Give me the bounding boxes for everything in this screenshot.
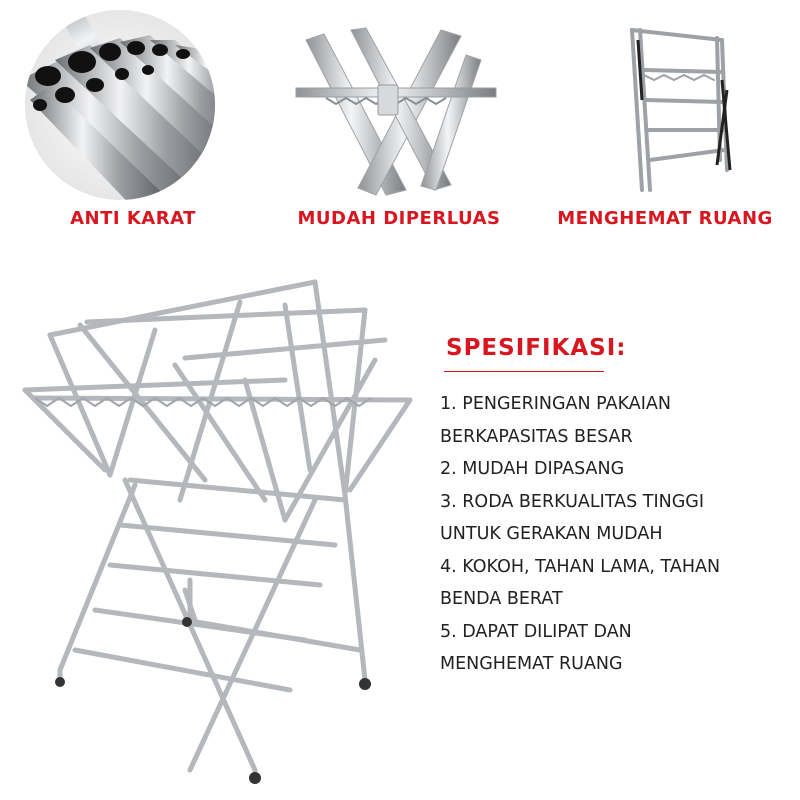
spec-line: 5. DAPAT DILIPAT DAN (440, 621, 632, 642)
spec-line: 3. RODA BERKUALITAS TINGGI (440, 491, 705, 512)
feature-mudah-diperluas (266, 0, 532, 240)
spec-line: BENDA BERAT (440, 589, 563, 609)
feature-label: MUDAH DIPERLUAS (297, 208, 501, 229)
steel-tubes-image (0, 0, 266, 200)
clothes-drying-rack-image (15, 270, 425, 790)
spec-divider (444, 371, 604, 372)
spec-line: 4. KOKOH, TAHAN LAMA, TAHAN (440, 556, 721, 577)
expandable-joint-image (266, 0, 532, 200)
folded-rack-image (532, 0, 798, 200)
spec-line: 1. PENGERINGAN PAKAIAN (440, 394, 671, 414)
spec-list (440, 388, 790, 681)
spec-line: 2. MUDAH DIPASANG (440, 459, 625, 479)
spec-line: UNTUK GERAKAN MUDAH (440, 524, 663, 544)
spec-line: MENGHEMAT RUANG (440, 654, 623, 674)
feature-menghemat-ruang (532, 0, 798, 240)
feature-label: MENGHEMAT RUANG (557, 208, 773, 229)
spec-title: SPESIFIKASI: (446, 335, 627, 361)
feature-label: ANTI KARAT (70, 208, 196, 229)
spec-line: BERKAPASITAS BESAR (440, 426, 633, 447)
specification-panel (440, 335, 790, 681)
feature-anti-karat (0, 0, 266, 240)
